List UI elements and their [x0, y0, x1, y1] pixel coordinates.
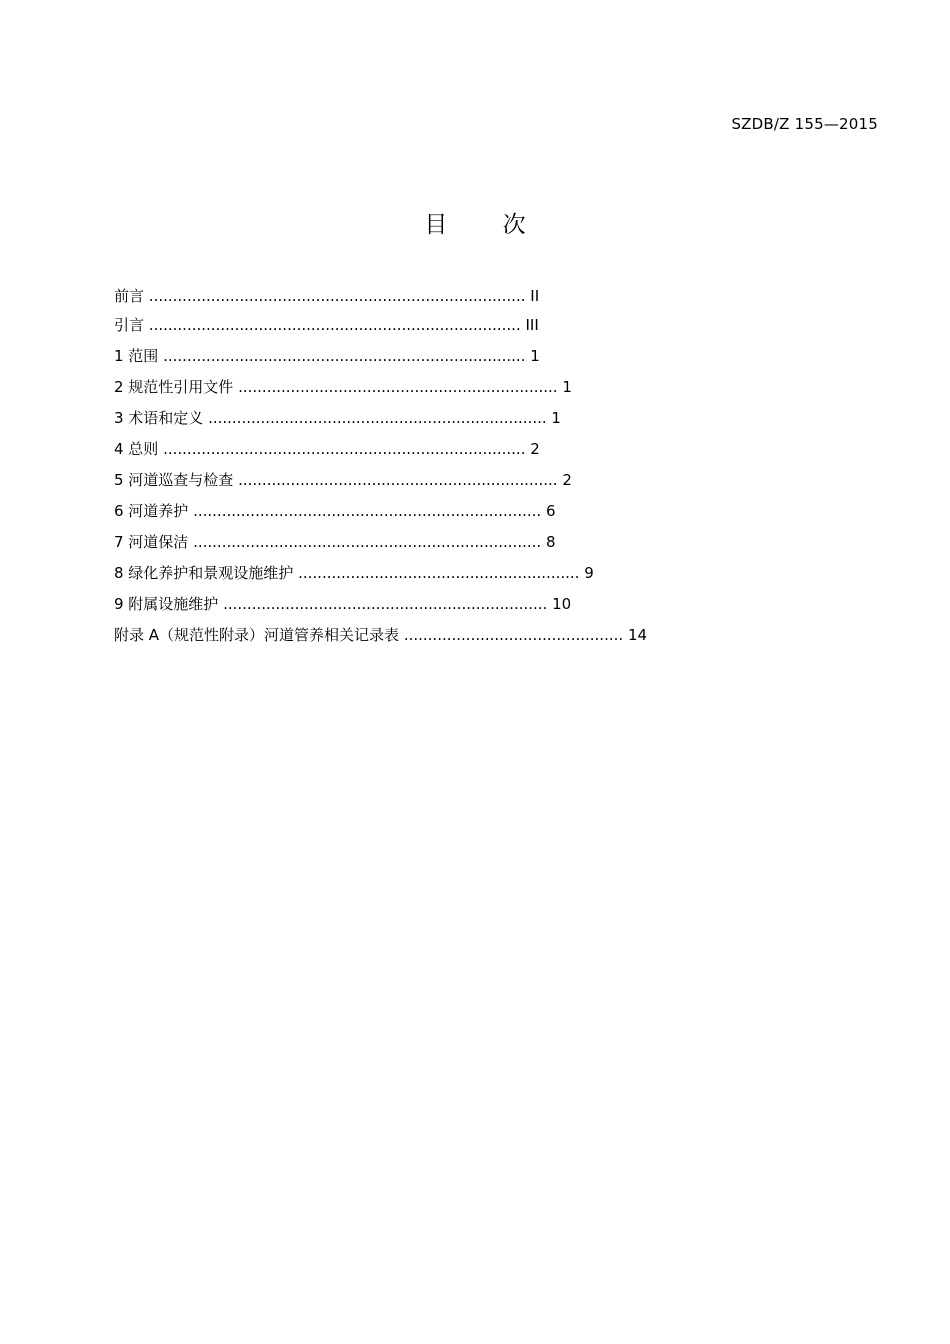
toc-entry-label: 附录 A（规范性附录）河道管养相关记录表 [114, 626, 400, 644]
toc-entry-foreword[interactable] [114, 286, 539, 306]
toc-title: 目 次 [424, 212, 550, 238]
toc-entry-label: 9 附属设施维护 [114, 595, 219, 613]
toc-entry-label: 7 河道保洁 [114, 533, 189, 551]
toc-entry-label: 引言 [114, 316, 145, 334]
toc-entry-label: 2 规范性引用文件 [114, 378, 234, 396]
toc-page-number: 2 [530, 440, 540, 458]
toc-leader-dots: ....................................................................... [208, 409, 547, 427]
toc-entry-appendix-a[interactable] [114, 625, 647, 645]
toc-entry-greening-landscape[interactable] [114, 563, 594, 583]
toc-leader-dots: ................................................................... [238, 378, 558, 396]
toc-page-number: 6 [545, 502, 556, 520]
toc-leader-dots: ............................................................................... [148, 287, 526, 305]
toc-page-number: 9 [584, 564, 594, 582]
toc-entry-label: 3 术语和定义 [114, 409, 204, 427]
toc-leader-dots: ............................................................................ [163, 440, 526, 458]
toc-leader-dots: .............................................................................. [148, 316, 521, 334]
toc-leader-dots: .................................................................... [223, 595, 548, 613]
toc-page-number: 1 [530, 347, 540, 365]
toc-page-number: II [530, 287, 540, 305]
toc-leader-dots: ......................................................................... [193, 533, 542, 551]
toc-entry-auxiliary-facilities[interactable] [114, 594, 571, 614]
toc-leader-dots: .............................................. [403, 626, 624, 644]
toc-leader-dots: ............................................................................ [163, 347, 526, 365]
toc-entry-patrol-inspection[interactable] [114, 470, 572, 490]
toc-entry-scope[interactable] [114, 346, 540, 366]
toc-entry-label: 4 总则 [114, 440, 159, 458]
toc-page-number: 8 [545, 533, 556, 551]
toc-entry-introduction[interactable] [114, 315, 539, 335]
toc-leader-dots: ................................................................... [238, 471, 558, 489]
toc-entry-label: 6 河道养护 [114, 502, 189, 520]
toc-page-number: 2 [562, 471, 572, 489]
toc-entry-label: 前言 [114, 287, 145, 305]
toc-page-number: 14 [627, 626, 648, 644]
toc-entry-river-maintenance[interactable] [114, 501, 556, 521]
toc-entry-river-cleaning[interactable] [114, 532, 556, 552]
toc-page-number: 10 [552, 595, 572, 613]
document-code: SZDB/Z 155—2015 [731, 115, 878, 133]
toc-entry-terms-definitions[interactable] [114, 408, 561, 428]
toc-page-number: III [525, 316, 539, 334]
toc-entry-label: 5 河道巡查与检查 [114, 471, 234, 489]
toc-leader-dots: ........................................................... [298, 564, 580, 582]
toc-entry-label: 1 范围 [114, 347, 159, 365]
toc-entry-normative-references[interactable] [114, 377, 572, 397]
toc-leader-dots: ......................................................................... [193, 502, 542, 520]
toc-entry-general[interactable] [114, 439, 540, 459]
toc-page-number: 1 [562, 378, 572, 396]
toc-entry-label: 8 绿化养护和景观设施维护 [114, 564, 294, 582]
toc-page-number: 1 [551, 409, 561, 427]
